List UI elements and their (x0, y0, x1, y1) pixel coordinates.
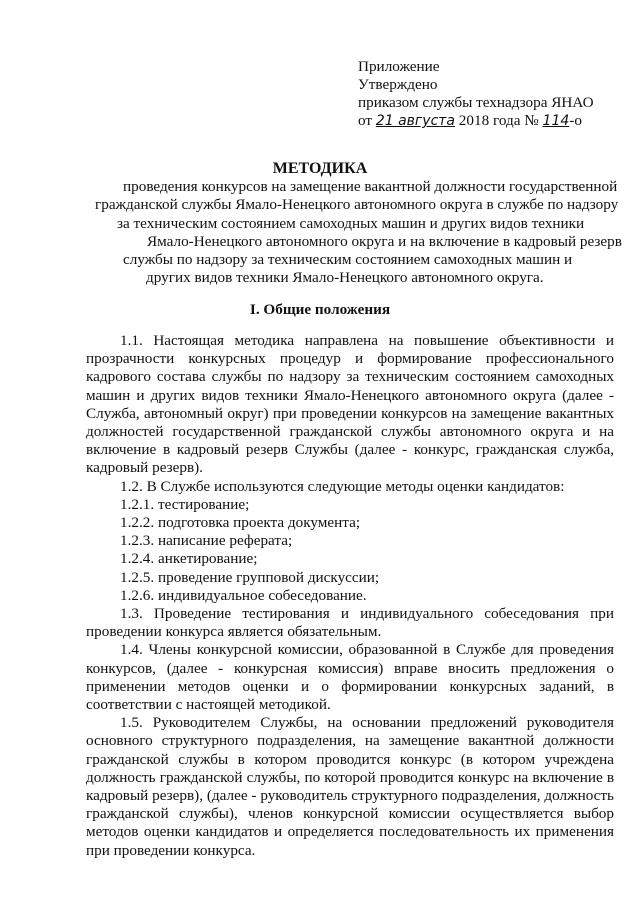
document-subtitle (95, 178, 622, 288)
paragraph-1-1: 1.1. Настоящая методика направлена на повышение объективности и прозрачности конкурсных процедур и формирование профессионального кадрового состава службы по надзору за техническим состоянием самоходных машин и других видов техники Ямало-Ненецкого автономного округа (далее - Служба, автономный округ) при проведении конкурсов на замещение вакантных должностей государственной гражданской службы автономного округа и на включение в кадровый резерв Службы (далее - конкурс, гражданская служба, кадровый резерв). (86, 332, 614, 477)
date-prefix: от (358, 112, 373, 129)
list-item: 1.2.4. анкетирование; (120, 550, 258, 568)
document-title: МЕТОДИКА (272, 160, 368, 177)
subtitle-line: службы по надзору за техническим состоянием самоходных машин и (123, 251, 573, 269)
approved-label: Утверждено (358, 76, 438, 93)
appendix-label: Приложение (358, 58, 440, 75)
order-date-line (358, 112, 582, 130)
subtitle-line: проведения конкурсов на замещение вакантной должности государственной (123, 178, 618, 195)
subtitle-line: Ямало-Ненецкого автономного округа и на включение в кадровый резерв (147, 232, 622, 250)
section-title: I. Общие положения (249, 301, 391, 318)
list-item: 1.2.1. тестирование; (120, 495, 250, 513)
handwritten-date: 21 августа (375, 113, 455, 129)
document-body (86, 332, 614, 860)
paragraph-1-3: 1.3. Проведение тестирования и индивидуального собеседования при проведении конкурса является обязательным. (86, 605, 614, 641)
date-year: 2018 года № (458, 112, 539, 129)
list-item: 1.2.5. проведение групповой дискуссии; (120, 568, 380, 586)
paragraph-1-2: 1.2. В Службе используются следующие методы оценки кандидатов: (120, 477, 565, 495)
paragraph-1-4: 1.4. Члены конкурсной комиссии, образованной в Службе для проведения конкурсов, (далее - конкурсная комиссия) вправе вносить предложения о применении методов оценки и о формировании конкурсных заданий, в соответствии с настоящей методикой. (86, 641, 614, 714)
paragraph-1-5: 1.5. Руководителем Службы, на основании предложений руководителя основного структурного подразделения, на замещение вакантной должности гражданской службы в котором проводится конкурс (в котором учреждена должность гражданской службы, по которой проводится конкурс на включение в кадровый резерв), (далее - руководитель структурного подразделения, должность гражданской службы), членов конкурсной комиссии осуществляется выбор методов оценки кандидатов и определяется последовательность их применения при проведении конкурса. (86, 714, 614, 859)
subtitle-line: гражданской службы Ямало-Ненецкого автономного округа в службе по надзору (95, 196, 619, 214)
subtitle-line: за техническим состоянием самоходных машин и других видов техники (117, 214, 585, 232)
subtitle-line: других видов техники Ямало-Ненецкого автономного округа. (146, 269, 544, 287)
handwritten-order-number: 114 (542, 113, 570, 129)
order-suffix: -о (569, 112, 582, 129)
order-label: приказом службы технадзора ЯНАО (358, 94, 594, 111)
list-item: 1.2.6. индивидуальное собеседование. (120, 586, 367, 604)
list-item: 1.2.2. подготовка проекта документа; (120, 514, 361, 532)
list-item: 1.2.3. написание реферата; (120, 532, 293, 550)
